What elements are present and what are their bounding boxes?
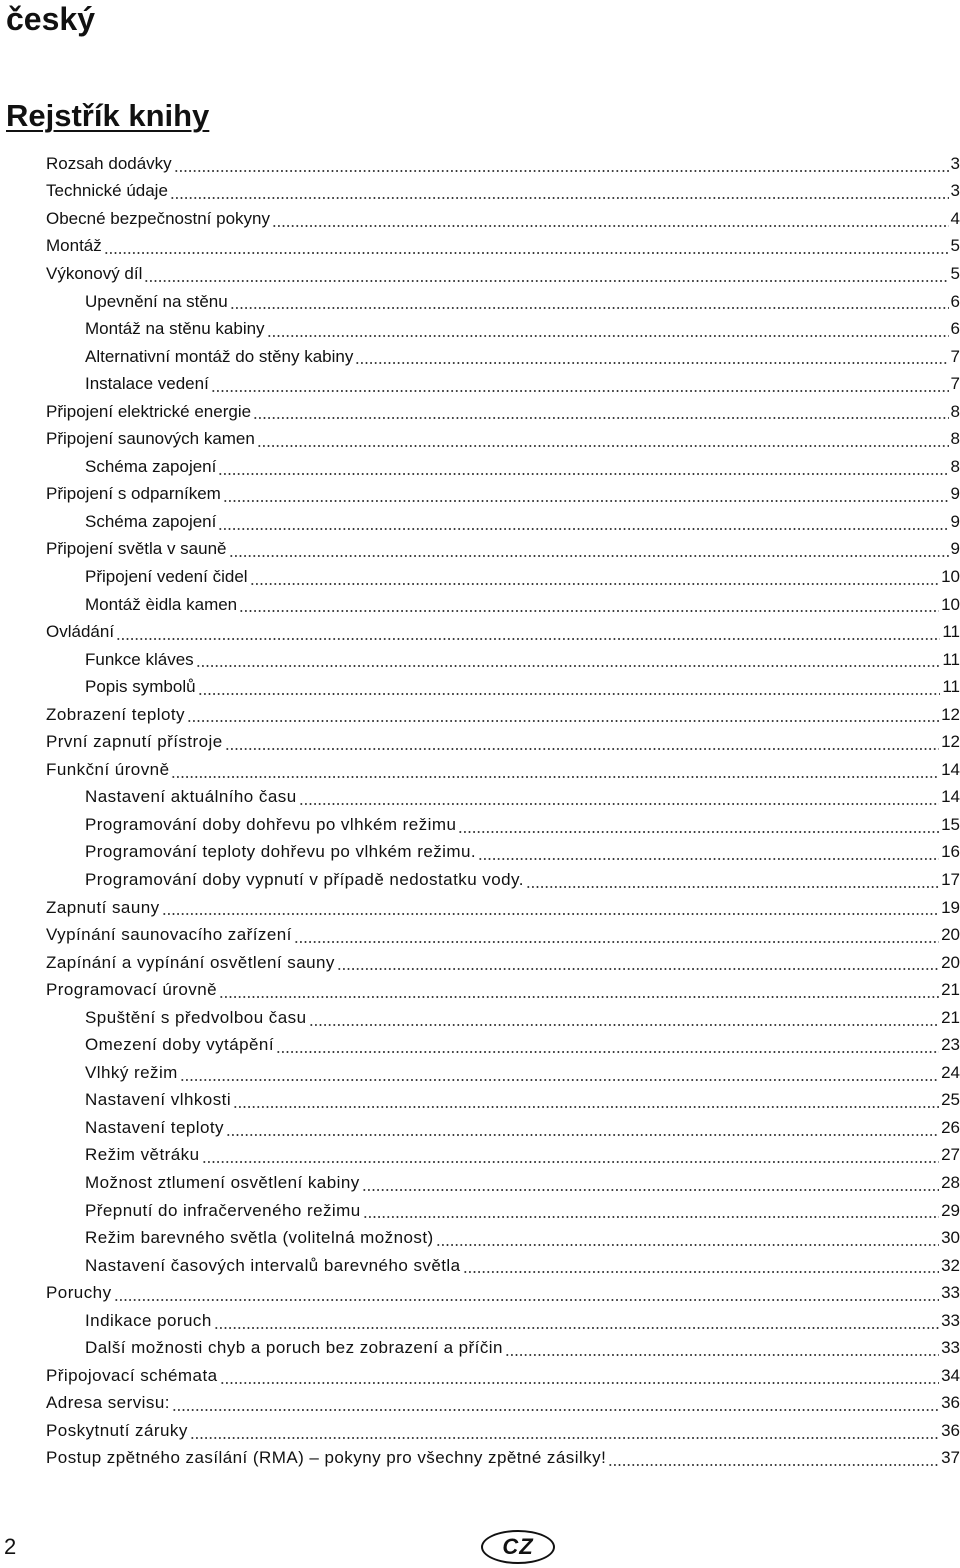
toc-entry-page: 12 (941, 732, 960, 752)
page-number: 2 (4, 1534, 17, 1559)
dot-leader (223, 500, 949, 502)
toc-entry-title: Další možnosti chyb a poruch bez zobrazení a příčin (85, 1338, 503, 1358)
toc-entry-title: Upevnění na stěnu (85, 291, 228, 311)
toc-entry-page: 17 (941, 869, 960, 889)
toc-entry[interactable] (46, 481, 960, 509)
toc-entry[interactable] (46, 1197, 960, 1225)
dot-leader (355, 362, 948, 364)
dot-leader (174, 170, 949, 172)
toc-entry-title: Montáž na stěnu kabiny (85, 319, 265, 339)
toc-entry-page: 36 (941, 1420, 960, 1440)
toc-entry-page: 6 (950, 291, 960, 311)
toc-entry-page: 21 (941, 1007, 960, 1027)
toc-entry[interactable] (46, 728, 960, 756)
toc-entry[interactable] (46, 894, 960, 922)
dot-leader (196, 665, 941, 667)
toc-entry-page: 7 (950, 374, 960, 394)
toc-entry-title: Zapínání a vypínání osvětlení sauny (46, 952, 335, 972)
dot-leader (257, 445, 949, 447)
dot-leader (225, 748, 939, 750)
toc-entry-title: Funkční úrovně (46, 759, 170, 779)
toc-entry-title: Vypínání saunovacího zařízení (46, 925, 292, 945)
dot-leader (363, 1216, 939, 1218)
toc-entry[interactable] (46, 536, 960, 564)
toc-entry[interactable] (46, 150, 960, 178)
toc-entry-page: 3 (950, 153, 960, 173)
toc-entry-page: 14 (941, 787, 960, 807)
dot-leader (233, 1106, 939, 1108)
toc-entry-page: 5 (950, 236, 960, 256)
toc-entry-page: 37 (941, 1448, 960, 1468)
page-title: Rejstřík knihy (6, 98, 210, 133)
toc-entry-title: Režim barevného světla (volitelná možnost) (85, 1228, 434, 1248)
toc-entry[interactable] (46, 453, 960, 481)
toc-entry-title: Schéma zapojení (85, 456, 217, 476)
toc-entry[interactable] (46, 1362, 960, 1390)
toc-entry[interactable] (46, 508, 960, 536)
toc-entry[interactable] (46, 949, 960, 977)
toc-entry[interactable] (46, 1004, 960, 1032)
dot-leader (220, 1382, 940, 1384)
toc-entry-page: 26 (941, 1117, 960, 1137)
toc-entry[interactable] (46, 866, 960, 894)
toc-entry-page: 9 (950, 511, 960, 531)
toc-entry[interactable] (46, 921, 960, 949)
toc-entry[interactable] (46, 618, 960, 646)
toc-entry-page: 11 (942, 622, 960, 642)
toc-entry-page: 28 (941, 1173, 960, 1192)
toc-entry-title: Nastavení časových intervalů barevného světla (85, 1255, 461, 1275)
toc-entry-title: Zapnutí sauny (46, 897, 160, 917)
dot-leader (226, 1134, 939, 1136)
dot-leader (267, 335, 949, 337)
toc-entry-page: 16 (941, 842, 960, 862)
dot-leader (190, 1437, 939, 1439)
dot-leader (202, 1161, 940, 1163)
toc-entry-title: Spuštění s předvolbou času (85, 1007, 307, 1027)
toc-entry[interactable] (46, 1224, 960, 1252)
toc-entry[interactable] (46, 398, 960, 426)
dot-leader (219, 996, 939, 998)
toc-entry-page: 5 (950, 263, 960, 283)
toc-entry-page: 15 (941, 814, 960, 834)
toc-entry-title: Programovací úrovně (46, 980, 218, 1000)
toc-entry-title: Montáž èidla kamen (85, 594, 238, 614)
dot-leader (239, 610, 939, 612)
dot-leader (170, 197, 949, 199)
toc-entry-title: Schéma zapojení (85, 511, 217, 531)
dot-leader (187, 720, 939, 722)
toc-entry-page: 27 (941, 1145, 960, 1165)
toc-entry[interactable] (46, 425, 960, 453)
toc-entry-title: Připojení světla v sauně (46, 539, 227, 559)
toc-entry-title: Programování doby vypnutí v případě nedostatku vody. (85, 869, 524, 889)
dot-leader (272, 225, 949, 227)
toc-entry-title: Připojení elektrické energie (46, 401, 252, 421)
dot-leader (198, 693, 941, 695)
dot-leader (171, 776, 939, 778)
toc-entry[interactable] (46, 1390, 960, 1418)
dot-leader (526, 886, 939, 888)
toc-entry-title: Montáž (46, 236, 102, 256)
language-badge: CZ (481, 1530, 555, 1564)
toc-entry-page: 20 (941, 925, 960, 945)
dot-leader (144, 280, 948, 282)
dot-leader (114, 1299, 940, 1301)
toc-entry-page: 33 (941, 1310, 960, 1330)
dot-leader (505, 1354, 939, 1356)
toc-entry-title: Nastavení teploty (85, 1117, 225, 1137)
dot-leader (458, 831, 939, 833)
toc-entry[interactable] (46, 1307, 960, 1335)
toc-entry[interactable] (46, 178, 960, 206)
toc-entry-title: Obecné bezpečnostní pokyny (46, 208, 270, 228)
toc-entry-page: 19 (941, 897, 960, 917)
toc-entry-title: Nastavení vlhkosti (85, 1090, 232, 1110)
dot-leader (116, 638, 940, 640)
toc-entry-title: Postup zpětného zasílání (RMA) – pokyny pro všechny zpětné zásilky! (46, 1448, 607, 1468)
dot-leader (276, 1051, 939, 1053)
toc-entry-title: Připojení s odparníkem (46, 484, 221, 504)
toc-entry-page: 30 (941, 1228, 960, 1248)
toc-entry-title: Připojení vedení čidel (85, 566, 248, 586)
toc-entry[interactable] (46, 563, 960, 591)
dot-leader (337, 968, 939, 970)
toc-entry-title: Připojení saunových kamen (46, 429, 255, 449)
dot-leader (218, 473, 948, 475)
toc-entry-title: Zobrazení teploty (46, 704, 186, 724)
toc-entry-page: 8 (950, 456, 960, 476)
toc-entry[interactable] (46, 1417, 960, 1445)
toc-entry[interactable] (46, 1445, 960, 1473)
toc-entry[interactable] (46, 260, 960, 288)
toc-entry[interactable] (46, 784, 960, 812)
dot-leader (294, 941, 939, 943)
toc-entry-page: 10 (941, 594, 960, 614)
toc-entry[interactable] (46, 1279, 960, 1307)
toc-entry-title: Alternativní montáž do stěny kabiny (85, 346, 354, 366)
toc-entry[interactable] (46, 976, 960, 1004)
toc-entry[interactable] (46, 646, 960, 674)
toc-entry-page: 24 (941, 1062, 960, 1082)
toc-entry[interactable] (46, 1169, 960, 1197)
toc-entry-title: Popis symbolů (85, 677, 196, 697)
toc-entry-page: 11 (942, 649, 960, 669)
toc-entry[interactable] (46, 343, 960, 371)
toc-entry[interactable] (46, 288, 960, 316)
dot-leader (478, 858, 939, 860)
dot-leader (299, 803, 939, 805)
toc-entry[interactable] (46, 315, 960, 343)
toc-entry-page: 21 (941, 980, 960, 1000)
toc-entry-page: 20 (941, 952, 960, 972)
toc-entry-page: 10 (941, 566, 960, 586)
toc-entry-page: 9 (950, 484, 960, 504)
toc-entry-page: 23 (941, 1035, 960, 1055)
toc-entry[interactable] (46, 839, 960, 867)
toc-entry-title: Programování teploty dohřevu po vlhkém režimu. (85, 842, 477, 862)
dot-leader (463, 1271, 940, 1273)
toc-entry[interactable] (46, 1087, 960, 1115)
toc-entry-page: 33 (941, 1283, 960, 1303)
toc-entry-page: 9 (950, 539, 960, 559)
toc-entry[interactable] (46, 1114, 960, 1142)
toc-entry-title: Indikace poruch (85, 1310, 212, 1330)
toc-entry[interactable] (46, 701, 960, 729)
toc-entry-page: 32 (941, 1255, 960, 1275)
toc-entry-page: 33 (941, 1338, 960, 1358)
toc-entry-title: Výkonový díl (46, 263, 143, 283)
toc-entry[interactable] (46, 370, 960, 398)
toc-entry-title: Nastavení aktuálního času (85, 787, 297, 807)
dot-leader (211, 390, 949, 392)
toc-entry-page: 6 (950, 319, 960, 339)
toc-entry[interactable] (46, 1335, 960, 1363)
dot-leader (250, 583, 940, 585)
toc-entry-title: Připojovací schémata (46, 1365, 218, 1385)
toc-entry-title: Technické údaje (46, 181, 168, 201)
dot-leader (172, 1409, 939, 1411)
toc-entry-title: Rozsah dodávky (46, 153, 172, 173)
language-heading: český (6, 1, 95, 37)
dot-leader (229, 555, 949, 557)
toc-entry[interactable] (46, 233, 960, 261)
toc-entry-title: Adresa servisu: (46, 1393, 170, 1413)
dot-leader (436, 1244, 939, 1246)
dot-leader (253, 417, 948, 419)
dot-leader (104, 252, 949, 254)
toc-entry-page: 4 (950, 208, 960, 228)
toc-entry-title: Poskytnutí záruky (46, 1420, 188, 1440)
toc-entry-title: Režim větráku (85, 1145, 200, 1165)
toc-entry-title: Ovládání (46, 622, 115, 642)
dot-leader (218, 528, 948, 530)
toc-entry[interactable] (46, 1059, 960, 1087)
toc-entry-page: 25 (941, 1090, 960, 1110)
toc-entry-title: Přepnutí do infračerveného režimu (85, 1200, 361, 1220)
toc-entry[interactable] (46, 756, 960, 784)
dot-leader (362, 1189, 939, 1191)
toc-entry-page: 12 (941, 704, 960, 724)
toc-entry-page: 3 (950, 181, 960, 201)
dot-leader (230, 307, 949, 309)
dot-leader (162, 913, 939, 915)
toc-entry-title: Možnost ztlumení osvětlení kabiny (85, 1173, 360, 1192)
dot-leader (309, 1024, 940, 1026)
toc-entry-title: Programování doby dohřevu po vlhkém režimu (85, 814, 457, 834)
toc-entry-page: 34 (941, 1365, 960, 1385)
toc-entry-title: Vlhký režim (85, 1062, 178, 1082)
toc-entry-title: Poruchy (46, 1283, 112, 1303)
dot-leader (608, 1464, 939, 1466)
toc-entry-title: První zapnutí přístroje (46, 732, 223, 752)
toc-entry-title: Omezení doby vytápění (85, 1035, 274, 1055)
toc-entry[interactable] (46, 1252, 960, 1280)
toc-entry-page: 14 (941, 759, 960, 779)
toc-entry-page: 11 (942, 677, 960, 697)
toc-entry[interactable] (46, 1142, 960, 1170)
dot-leader (180, 1079, 939, 1081)
dot-leader (214, 1327, 939, 1329)
table-of-contents (46, 150, 960, 1472)
toc-entry-title: Funkce kláves (85, 649, 194, 669)
toc-entry-page: 7 (950, 346, 960, 366)
toc-entry-title: Instalace vedení (85, 374, 209, 394)
toc-entry-page: 8 (950, 429, 960, 449)
toc-entry[interactable] (46, 811, 960, 839)
toc-entry[interactable] (46, 591, 960, 619)
toc-entry[interactable] (46, 673, 960, 701)
toc-entry-page: 29 (941, 1200, 960, 1220)
toc-entry-page: 36 (941, 1393, 960, 1413)
toc-entry[interactable] (46, 205, 960, 233)
toc-entry-page: 8 (950, 401, 960, 421)
toc-entry[interactable] (46, 1032, 960, 1060)
